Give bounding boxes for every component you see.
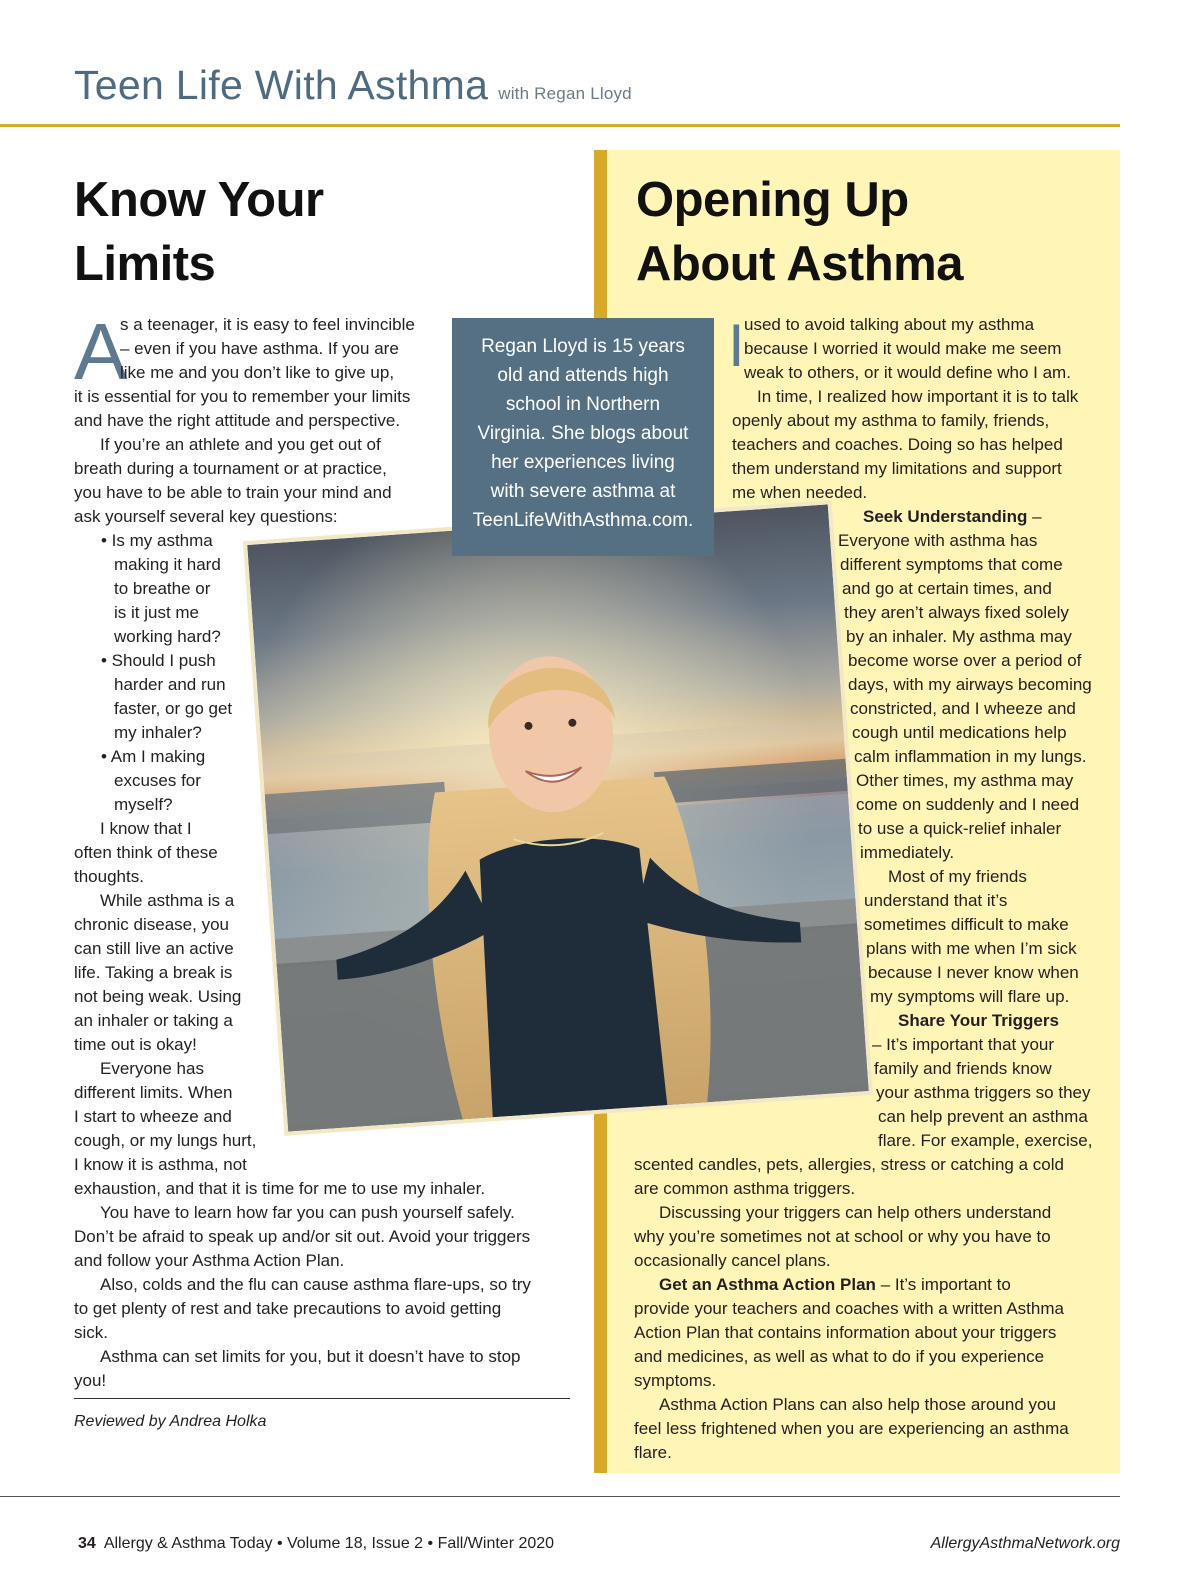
- right-text-line: Action Plan that contains information about your triggers: [634, 1323, 1057, 1342]
- subhead-action-plan-text: – It’s important to: [880, 1275, 1011, 1294]
- subhead-action-plan: Get an Asthma Action Plan: [659, 1275, 876, 1294]
- footer-divider: [0, 1496, 1120, 1497]
- callout-line: Regan Lloyd is 15 years: [481, 336, 685, 357]
- left-text-line: you have to be able to train your mind and: [74, 483, 392, 502]
- right-text-line: sometimes difficult to make: [864, 915, 1069, 934]
- portrait-photo: [243, 500, 873, 1136]
- right-text-line: teachers and coaches. Doing so has helped: [732, 435, 1063, 454]
- left-text-line: chronic disease, you: [74, 915, 229, 934]
- left-text-line: and have the right attitude and perspective.: [74, 411, 401, 430]
- left-text-line: You have to learn how far you can push yourself safely.: [100, 1203, 515, 1222]
- left-text-line: an inhaler or taking a: [74, 1011, 233, 1030]
- left-text-line: Don’t be afraid to speak up and/or sit out. Avoid your triggers: [74, 1227, 531, 1246]
- right-text-line: why you’re sometimes not at school or why you have to: [634, 1227, 1051, 1246]
- left-text-line: thoughts.: [74, 867, 144, 886]
- right-text-line: different symptoms that come: [840, 555, 1063, 574]
- right-text-line: and go at certain times, and: [842, 579, 1052, 598]
- publication-text: Allergy & Asthma Today • Volume 18, Issue 2 • Fall/Winter 2020: [103, 1535, 555, 1552]
- left-bullet-line: excuses for: [114, 771, 201, 790]
- left-text-line: not being weak. Using: [74, 987, 242, 1006]
- footer-website: AllergyAsthmaNetwork.org: [930, 1535, 1120, 1552]
- left-text-line: it is essential for you to remember your limits: [74, 387, 411, 406]
- left-text-line: – even if you have asthma. If you are: [120, 339, 399, 358]
- left-heading-line-1: Know Your: [74, 173, 324, 227]
- callout-line: school in Northern: [505, 394, 661, 415]
- right-text-line: to use a quick-relief inhaler: [858, 819, 1062, 838]
- left-text-line: time out is okay!: [74, 1035, 197, 1054]
- right-text-line: feel less frightened when you are experiencing an asthma: [634, 1419, 1069, 1438]
- left-text-line: ask yourself several key questions:: [74, 507, 338, 526]
- left-bullet-line: • Am I making: [101, 747, 206, 766]
- page-header-title: [74, 62, 632, 109]
- right-text-line: In time, I realized how important it is to talk: [757, 387, 1079, 406]
- right-text-line: days, with my airways becoming: [848, 675, 1092, 694]
- callout-link-text: TeenLifeWithAsthma.com.: [472, 510, 694, 531]
- right-text-line: and medicines, as well as what to do if you experience: [634, 1347, 1045, 1366]
- left-bullet-line: • Should I push: [101, 651, 216, 670]
- footer-publication-info: [78, 1535, 554, 1553]
- callout-line: her experiences living: [491, 452, 675, 473]
- right-text-line: Asthma Action Plans can also help those around you: [659, 1395, 1056, 1414]
- left-bullet-line: • Is my asthma: [101, 531, 213, 550]
- left-text-line: exhaustion, and that it is time for me to use my inhaler.: [74, 1179, 486, 1198]
- right-text-line: become worse over a period of: [848, 651, 1082, 670]
- right-text-line: Discussing your triggers can help others understand: [659, 1203, 1052, 1222]
- left-bullet-line: my inhaler?: [114, 723, 202, 742]
- right-text-line: Everyone with asthma has: [838, 531, 1038, 550]
- left-text-line: If you’re an athlete and you get out of: [100, 435, 381, 454]
- right-subhead: [659, 1273, 1011, 1297]
- left-text-line: sick.: [74, 1323, 108, 1342]
- right-heading-line-2: About Asthma: [636, 237, 963, 291]
- left-text-line: I know it is asthma, not: [74, 1155, 247, 1174]
- header-subtitle: with Regan Lloyd: [498, 84, 632, 103]
- left-drop-cap: A: [74, 307, 128, 396]
- left-text-line: can still live an active: [74, 939, 234, 958]
- right-text-line: can help prevent an asthma: [878, 1107, 1088, 1126]
- right-text-line: understand that it’s: [864, 891, 1008, 910]
- right-text-line: weak to others, or it would define who I am.: [744, 363, 1071, 382]
- left-text-line: Everyone has: [100, 1059, 204, 1078]
- callout-line: with severe asthma at: [490, 481, 676, 502]
- left-bullet-line: is it just me: [114, 603, 200, 622]
- right-text-line: because I never know when: [868, 963, 1079, 982]
- subhead-share-your-triggers: Share Your Triggers: [898, 1011, 1059, 1030]
- left-text-line: cough, or my lungs hurt,: [74, 1131, 257, 1150]
- left-text-line: breath during a tournament or at practice,: [74, 459, 387, 478]
- callout-line: old and attends high: [497, 365, 669, 386]
- reviewer-divider: [74, 1398, 570, 1399]
- left-bullet-line: myself?: [114, 795, 173, 814]
- left-heading-line-2: Limits: [74, 237, 216, 291]
- left-text-line: like me and you don’t like to give up,: [120, 363, 395, 382]
- left-text-line: to get plenty of rest and take precautions to avoid getting: [74, 1299, 502, 1318]
- left-text-line: life. Taking a break is: [74, 963, 233, 982]
- header-divider: [0, 124, 1120, 127]
- right-text-line: they aren’t always fixed solely: [844, 603, 1069, 622]
- right-drop-cap: I: [728, 312, 745, 379]
- right-text-line: openly about my asthma to family, friends,: [732, 411, 1050, 430]
- subhead-seek-understanding: Seek Understanding: [863, 507, 1028, 526]
- right-text-line: cough until medications help: [852, 723, 1067, 742]
- right-text-line: them understand my limitations and support: [732, 459, 1062, 478]
- right-text-line: scented candles, pets, allergies, stress or catching a cold: [634, 1155, 1064, 1174]
- left-bullet-line: making it hard: [114, 555, 221, 574]
- left-text-line: Asthma can set limits for you, but it doesn’t have to stop: [100, 1347, 521, 1366]
- callout-line: Virginia. She blogs about: [477, 423, 689, 444]
- left-text-line: I know that I: [100, 819, 192, 838]
- right-subhead: [863, 505, 1042, 529]
- right-text-line: are common asthma triggers.: [634, 1179, 856, 1198]
- left-text-line: you!: [74, 1371, 107, 1390]
- subhead-dash: –: [1032, 507, 1042, 526]
- right-text-line: flare.: [634, 1443, 672, 1462]
- right-text-line: provide your teachers and coaches with a written Asthma: [634, 1299, 1064, 1318]
- right-text-line: flare. For example, exercise,: [878, 1131, 1093, 1150]
- author-bio-callout: [452, 318, 714, 556]
- reviewer-credit: Reviewed by Andrea Holka: [74, 1413, 267, 1430]
- right-text-line: symptoms.: [634, 1371, 717, 1390]
- photo-illustration: [247, 504, 869, 1131]
- left-bullet-line: working hard?: [114, 627, 221, 646]
- right-text-line: Other times, my asthma may: [856, 771, 1074, 790]
- page-number: 34: [78, 1535, 96, 1552]
- left-text-line: s a teenager, it is easy to feel invincible: [120, 315, 415, 334]
- right-text-line: calm inflammation in my lungs.: [854, 747, 1087, 766]
- right-text-line: by an inhaler. My asthma may: [846, 627, 1072, 646]
- right-text-line: Most of my friends: [888, 867, 1027, 886]
- right-text-line: come on suddenly and I need: [856, 795, 1080, 814]
- left-bullet-line: to breathe or: [114, 579, 211, 598]
- left-text-line: often think of these: [74, 843, 218, 862]
- right-text-line: your asthma triggers so they: [876, 1083, 1091, 1102]
- right-heading-line-1: Opening Up: [636, 173, 909, 227]
- right-text-line: used to avoid talking about my asthma: [744, 315, 1035, 334]
- right-text-line: because I worried it would make me seem: [744, 339, 1062, 358]
- right-text-line: me when needed.: [732, 483, 868, 502]
- right-text-line: family and friends know: [874, 1059, 1052, 1078]
- left-text-line: Also, colds and the flu can cause asthma flare-ups, so try: [100, 1275, 531, 1294]
- right-text-line: my symptoms will flare up.: [870, 987, 1070, 1006]
- right-text-line: immediately.: [860, 843, 955, 862]
- right-subhead: [898, 1009, 1059, 1033]
- right-text-line: constricted, and I wheeze and: [850, 699, 1076, 718]
- left-text-line: I start to wheeze and: [74, 1107, 232, 1126]
- left-text-line: different limits. When: [74, 1083, 233, 1102]
- left-bullet-line: harder and run: [114, 675, 226, 694]
- header-title-text: Teen Life With Asthma: [74, 62, 489, 108]
- left-text-line: and follow your Asthma Action Plan.: [74, 1251, 345, 1270]
- left-bullet-line: faster, or go get: [114, 699, 233, 718]
- right-text-line: occasionally cancel plans.: [634, 1251, 831, 1270]
- right-text-line: plans with me when I’m sick: [866, 939, 1077, 958]
- right-text-line: – It’s important that your: [872, 1035, 1055, 1054]
- left-text-line: While asthma is a: [100, 891, 235, 910]
